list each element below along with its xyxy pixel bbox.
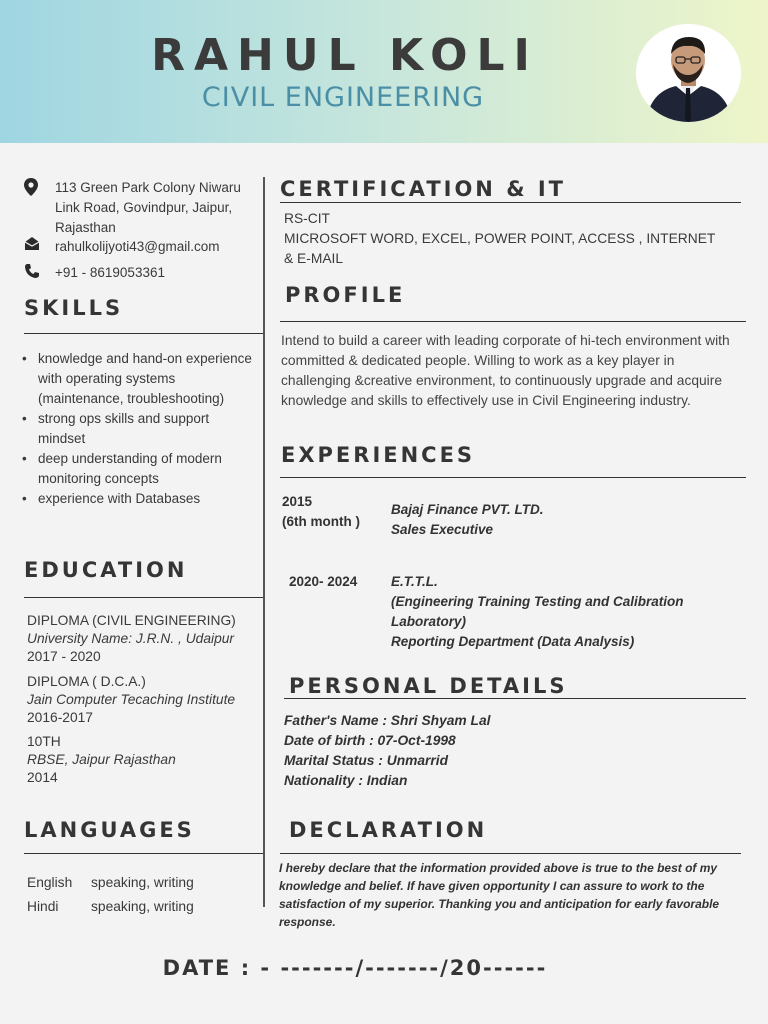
profile-divider <box>280 321 746 322</box>
contact-address: 113 Green Park Colony Niwaru Link Road, Govindpur, Jaipur, Rajasthan <box>24 178 265 238</box>
experiences-heading: EXPERIENCES <box>281 443 476 467</box>
education-item: DIPLOMA (CIVIL ENGINEERING) University Name: J.R.N. , Udaipur 2017 - 2020 <box>27 613 236 664</box>
column-divider <box>263 177 265 907</box>
profile-photo <box>636 24 741 122</box>
contact-email[interactable]: rahulkolijyoti43@gmail.com <box>24 237 265 257</box>
experience-details: E.T.T.L. (Engineering Training Testing and Calibration Laboratory) Reporting Department (Data Analysis) <box>391 574 684 649</box>
phone-icon <box>24 263 55 285</box>
skills-divider <box>24 333 264 334</box>
education-divider <box>24 597 264 598</box>
certification-list: RS-CIT MICROSOFT WORD, EXCEL, POWER POINT, ACCESS , INTERNET & E-MAIL <box>284 211 716 266</box>
education-item: 10TH RBSE, Jaipur Rajasthan 2014 <box>27 734 176 785</box>
candidate-role: CIVIL ENGINEERING <box>201 82 485 113</box>
experience-date: 2015 (6th month ) <box>282 494 360 529</box>
personal-details-divider <box>284 698 746 699</box>
profile-heading: PROFILE <box>285 283 406 307</box>
list-item: • experience with Databases <box>20 489 260 509</box>
experience-date: 2020- 2024 <box>289 574 358 589</box>
personal-details-list: Father's Name : Shri Shyam Lal Date of birth : 07-Oct-1998 Marital Status : Unmarrid Nationality : Indian <box>284 713 491 788</box>
certification-divider <box>280 202 741 203</box>
declaration-divider <box>280 853 741 854</box>
candidate-name: RAHUL KOLI <box>151 30 539 81</box>
declaration-heading: DECLARATION <box>289 818 488 842</box>
skills-list <box>20 349 260 509</box>
education-item: DIPLOMA ( D.C.A.) Jain Computer Tecaching Institute 2016-2017 <box>27 674 236 725</box>
list-item: • strong ops skills and support mindset <box>20 409 260 449</box>
experiences-divider <box>280 477 746 478</box>
personal-details-heading: PERSONAL DETAILS <box>289 674 568 698</box>
certification-heading: CERTIFICATION & IT <box>280 177 566 201</box>
profile-text: Intend to build a career with leading corporate of hi-tech environment with committed & dedicated people. Willing to work as a key player in challenging &creative environment, to continuously upgrade and acquire knowledge and skills to effectively use in Civil Engineering industry. <box>281 333 730 408</box>
languages-divider <box>24 853 264 854</box>
list-item: • knowledge and hand-on experience with operating systems (maintenance, troubleshooting) <box>20 349 260 409</box>
location-pin-icon <box>24 178 55 238</box>
list-item: • deep understanding of modern monitoring concepts <box>20 449 260 489</box>
declaration-text: I hereby declare that the information provided above is true to the best of my knowledge and belief. If have given opportunity I can assure to work to the satisfaction of my superior. Thanking you and anticipation for early favorable response. <box>279 861 720 929</box>
skills-heading: SKILLS <box>24 296 124 320</box>
contact-phone[interactable]: +91 - 8619053361 <box>24 263 265 285</box>
languages-heading: LANGUAGES <box>24 818 195 842</box>
education-heading: EDUCATION <box>24 558 188 582</box>
experience-details: Bajaj Finance PVT. LTD. Sales Executive <box>391 502 544 537</box>
header-banner <box>0 0 768 143</box>
signature-date-line: DATE : - -------/-------/20------ <box>162 956 548 980</box>
language-row: Hindi speaking, writing <box>27 899 194 914</box>
envelope-icon <box>24 237 55 257</box>
language-row: English speaking, writing <box>27 875 194 890</box>
